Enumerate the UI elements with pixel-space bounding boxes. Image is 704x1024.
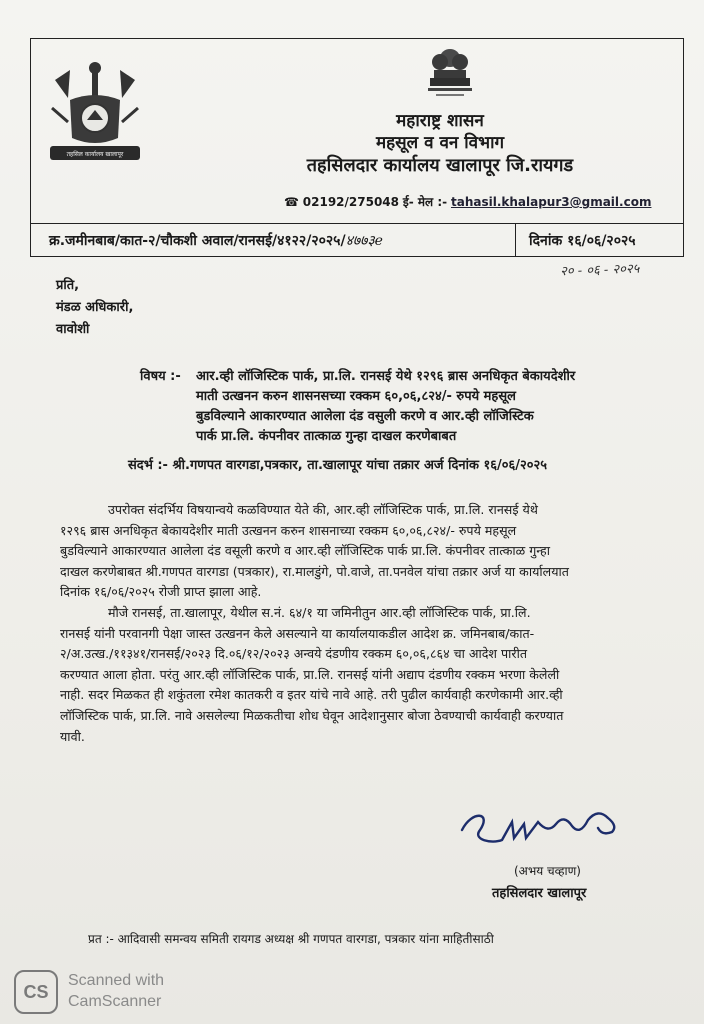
- national-emblem-icon: [420, 44, 480, 106]
- subject-line-4: पार्क प्रा.लि. कंपनीवर तात्काळ गुन्हा दाखल करणेबाबत: [196, 429, 457, 444]
- government-heading: [250, 110, 630, 178]
- tehsil-seal-logo: [40, 60, 150, 170]
- paragraph-1: [60, 500, 684, 603]
- seal-text: तहसिल कार्यालय खालापूर: [66, 151, 124, 158]
- body-line: मौजे रानसई, ता.खालापूर, येथील स.नं. ६४/१ या जमिनीतुन आर.व्ही लॉजिस्टिक पार्क, प्रा.लि.: [108, 604, 531, 620]
- addressee-line-2: मंडळ अधिकारी,: [56, 300, 134, 315]
- reference-number-text: क्र.जमीनबाब/कात-२/चौकशी अवाल/रानसई/४१२२/२०२५/: [49, 233, 346, 249]
- handwritten-date: २० - ०६ - २०२५: [559, 261, 640, 280]
- reference-box: [30, 223, 684, 257]
- reference-divider: [515, 224, 516, 256]
- subject-line-3: बुडविल्याने आकारण्यात आलेला दंड वसुली करणे व आर.व्ही लॉजिस्टिक: [196, 409, 534, 424]
- subject-label: विषय :-: [140, 369, 181, 384]
- phone-number: 02192/275048: [302, 195, 399, 209]
- signer-name: (अभय चव्हाण): [514, 864, 581, 878]
- body-line: दाखल करणेबाबत श्री.गणपत वारगडा (पत्रकार), रा.मालडुंगे, पो.वाजे, ता.पनवेल यांचा तक्रार अर्ज या कार्यालयात: [60, 563, 569, 579]
- reference-number: [49, 231, 383, 250]
- reference-line: संदर्भ :- श्री.गणपत वारगडा,पत्रकार, ता.खालापूर यांचा तक्रार अर्ज दिनांक १६/०६/२०२५: [128, 458, 548, 473]
- body-line: दिनांक १६/०६/२०२५ रोजी प्राप्त झाला आहे.: [60, 584, 262, 600]
- gov-line-department: महसूल व वन विभाग: [375, 133, 505, 153]
- addressee-line-1: प्रति,: [56, 278, 80, 293]
- paragraph-2: [60, 603, 684, 747]
- subject-line-1: आर.व्ही लॉजिस्टिक पार्क, प्रा.लि. रानसई येथे १२९६ ब्रास अनधिकृत बेकायदेशीर: [196, 369, 576, 384]
- body-line: रानसई यांनी परवानगी पेक्षा जास्त उत्खनन केले असल्याने या कार्यालयाकडील आदेश क्र. जमिनबाब/कात-: [60, 625, 535, 641]
- letter-body: [60, 500, 684, 747]
- body-line: लॉजिस्टिक पार्क, प्रा.लि. नावे असलेल्या मिळकतीचा शोध घेवून आदेशानुसार बोजा ठेवण्याची कार्यवाही करण्यात: [60, 707, 564, 723]
- addressee-block: [56, 275, 133, 341]
- reference-number-handwritten: ४७७३e: [345, 233, 383, 249]
- camscanner-logo: CS: [14, 970, 58, 1014]
- body-line: यावी.: [60, 728, 85, 744]
- body-line: २/अ.उत्ख./११३४१/रानसई/२०२३ दि.०६/१२/२०२३ अन्वये दंडणीय रक्कम ६०,०६,८६४ चा आदेश पारीत: [60, 646, 528, 662]
- watermark-line-1: Scanned with: [68, 972, 165, 989]
- contact-line: [284, 193, 651, 210]
- signature-scribble: [452, 800, 632, 860]
- gov-line-state: महाराष्ट्र शासन: [396, 111, 484, 131]
- signer-title: तहसिलदार खालापूर: [492, 886, 587, 901]
- subject-line-2: माती उत्खनन करुन शासनसच्या रक्कम ६०,०६,८२४/- रुपये महसूल: [196, 389, 516, 404]
- email-link[interactable]: tahasil.khalapur3@gmail.com: [450, 195, 652, 209]
- gov-line-office: तहसिलदार कार्यालय खालापूर जि.रायगड: [306, 155, 574, 176]
- body-line: करण्यात आला होता. परंतु आर.व्ही लॉजिस्टिक पार्क, प्रा.लि. रानसई यांनी अद्याप दंडणीय रक्कम भरणा केलेली: [60, 666, 560, 682]
- body-line: १२९६ ब्रास अनधिकृत बेकायदेशीर माती उत्खनन करुन शासनाच्या रक्कम ६०,०६,८२४/- रुपये महसूल: [60, 522, 517, 538]
- email-label: ई- मेल :-: [402, 195, 448, 209]
- body-line: उपरोक्त संदर्भिय विषयान्वये कळविण्यात येते की, आर.व्ही लॉजिस्टिक पार्क, प्रा.लि. रानसई येथे: [108, 502, 538, 517]
- copy-to-line: प्रत :- आदिवासी समन्वय समिती रायगड अध्यक्ष श्री गणपत वारगडा, पत्रकार यांना माहितीसाठी: [88, 932, 494, 946]
- phone-icon: ☎: [284, 195, 303, 209]
- body-line: नाही. सदर मिळकत ही शकुंतला रमेश कातकरी व इतर यांचे नावे आहे. तरी पुढील कार्यवाही करणेकामी आर.व्ही: [60, 687, 563, 703]
- body-line: बुडविल्याने आकारण्यात आलेला दंड वसूली करणे व आर.व्ही लॉजिस्टिक पार्क प्रा.लि. कंपनीवर तात्काळ गुन्हा: [60, 543, 551, 559]
- watermark-line-2: CamScanner: [68, 993, 162, 1010]
- reference-date: दिनांक १६/०६/२०२५: [529, 233, 636, 249]
- addressee-line-3: वावोशी: [56, 322, 90, 337]
